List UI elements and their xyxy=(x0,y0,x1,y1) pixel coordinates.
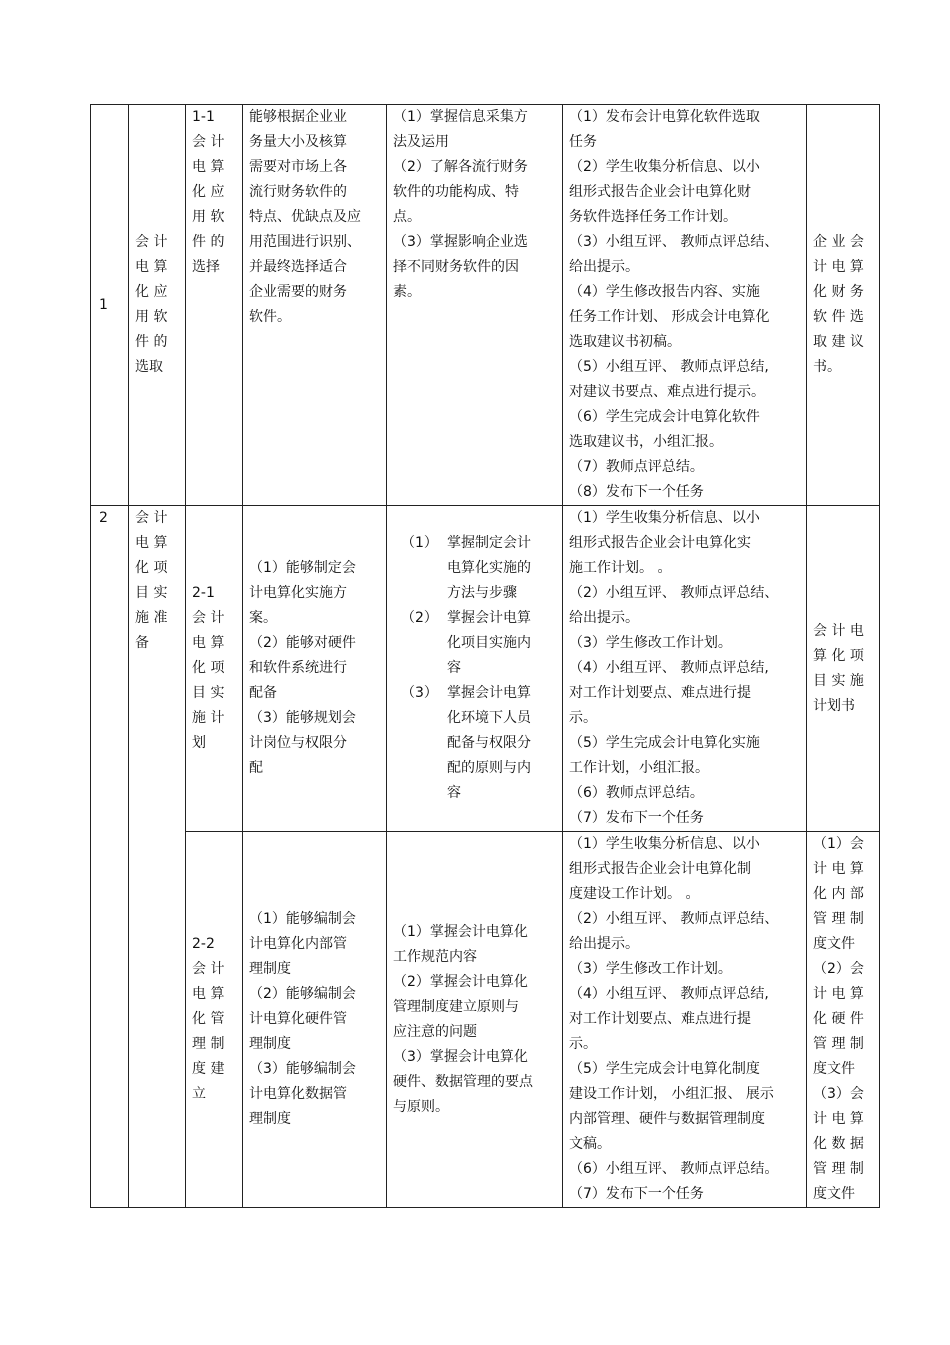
task-name: 2-2 会 计 电 算 化 管 理 制 度 建 立 xyxy=(192,936,225,1102)
project-cell xyxy=(129,105,186,506)
task-cell xyxy=(186,105,243,506)
teaching-process: （1）发布会计电算化软件选取 任务 （2）学生收集分析信息、以小 组形式报告企业会计电算化财 务软件选择任务工作计划。 （3）小组互评、 教师点评总结、 给出提示。 （4）学生修改报告内容、实施 任务工作计划、 形成会计电算化 选取建议书初稿。 （5）小组互评、 教师点评总结, 对建议书要点、难点进行提示。 （6）学生完成会计电算化软件 选取建议书，小组汇报。 （7）教师点评总结。 （8）发布下一个任务 xyxy=(569,109,779,500)
teaching-process: （1）学生收集分析信息、以小 组形式报告企业会计电算化实 施工作计划。 。 （2）小组互评、 教师点评总结、 给出提示。 （3）学生修改工作计划。 （4）小组互评、 教师点评总结, 对工作计划要点、难点进行提 示。 （5）学生完成会计电算化实施 工作计划，小组汇报。 （6）教师点评总结。 （7）发布下一个任务 xyxy=(569,510,779,826)
outcome-cell xyxy=(807,105,880,506)
knowledge-cell xyxy=(387,832,563,1208)
task-name: 2-1 会 计 电 算 化 项 目 实 施 计 划 xyxy=(192,585,225,751)
outcome-deliverable: （1）会 计 电 算 化 内 部 管 理 制 度文件 （2）会 计 电 算 化 硬 件 管 理 制 度文件 （3）会 计 电 算 化 数 据 管 理 制 度文件 xyxy=(813,836,864,1202)
knowledge-goals xyxy=(401,531,556,806)
table-row xyxy=(91,105,880,506)
outcome-deliverable: 企 业 会 计 电 算 化 财 务 软 件 选 取 建 议 书。 xyxy=(813,234,864,375)
knowledge-goals: （1）掌握会计电算化 工作规范内容 （2）掌握会计电算化 管理制度建立原则与 应注意的问题 （3）掌握会计电算化 硬件、数据管理的要点 与原则。 xyxy=(393,923,533,1115)
ability-cell xyxy=(243,105,387,506)
task-name: 1-1 会 计 电 算 化 应 用 软 件 的 选择 xyxy=(192,109,225,275)
process-cell xyxy=(563,832,807,1208)
row-number-cell xyxy=(91,105,129,506)
process-cell xyxy=(563,105,807,506)
knowledge-item: （1） 掌握制定会计 电算化实施的 方法与步骤 xyxy=(401,535,531,601)
outcome-cell xyxy=(807,506,880,832)
knowledge-item: （3） 掌握会计电算 化环境下人员 配备与权限分 配的原则与内 容 xyxy=(401,685,531,801)
knowledge-cell xyxy=(387,506,563,832)
project-name: 会 计 电 算 化 项 目 实 施 准 备 xyxy=(135,510,168,651)
ability-goals: 能够根据企业业 务量大小及核算 需要对市场上各 流行财务软件的 特点、优缺点及应 用范围进行识别、 并最终选择适合 企业需要的财务 软件。 xyxy=(249,109,361,325)
knowledge-cell xyxy=(387,105,563,506)
table-row xyxy=(91,832,880,1208)
outcome-deliverable: 会 计 电 算 化 项 目 实 施 计划书 xyxy=(813,622,864,714)
project-name: 会 计 电 算 化 应 用 软 件 的 选取 xyxy=(135,234,168,375)
course-task-table xyxy=(90,104,880,1208)
teaching-process: （1）学生收集分析信息、以小 组形式报告企业会计电算化制 度建设工作计划。 。 （2）小组互评、 教师点评总结、 给出提示。 （3）学生修改工作计划。 （4）小组互评、 教师点评总结, 对工作计划要点、难点进行提 示。 （5）学生完成会计电算化制度 建设工作计划， 小组汇报、 展示 内部管理、硬件与数据管理制度 文稿。 （6）小组互评、 教师点评总结。 （7）发布下一个任务 xyxy=(569,836,779,1202)
row-number: 2 xyxy=(99,510,108,526)
knowledge-goals: （1）掌握信息采集方 法及运用 （2）了解各流行财务 软件的功能构成、特 点。 （3）掌握影响企业选 择不同财务软件的因 素。 xyxy=(393,109,528,300)
task-cell xyxy=(186,832,243,1208)
knowledge-item: （2） 掌握会计电算 化项目实施内 容 xyxy=(401,610,531,676)
ability-goals: （1）能够编制会 计电算化内部管 理制度 （2）能够编制会 计电算化硬件管 理制度 （3）能够编制会 计电算化数据管 理制度 xyxy=(249,911,356,1127)
outcome-cell xyxy=(807,832,880,1208)
row-number-cell xyxy=(91,506,129,1208)
project-cell xyxy=(129,506,186,1208)
process-cell xyxy=(563,506,807,832)
row-number: 1 xyxy=(99,296,108,313)
ability-cell xyxy=(243,832,387,1208)
ability-goals: （1）能够制定会 计电算化实施方 案。 （2）能够对硬件 和软件系统进行 配备 （3）能够规划会 计岗位与权限分 配 xyxy=(249,560,356,776)
task-cell xyxy=(186,506,243,832)
table-row xyxy=(91,506,880,832)
ability-cell xyxy=(243,506,387,832)
